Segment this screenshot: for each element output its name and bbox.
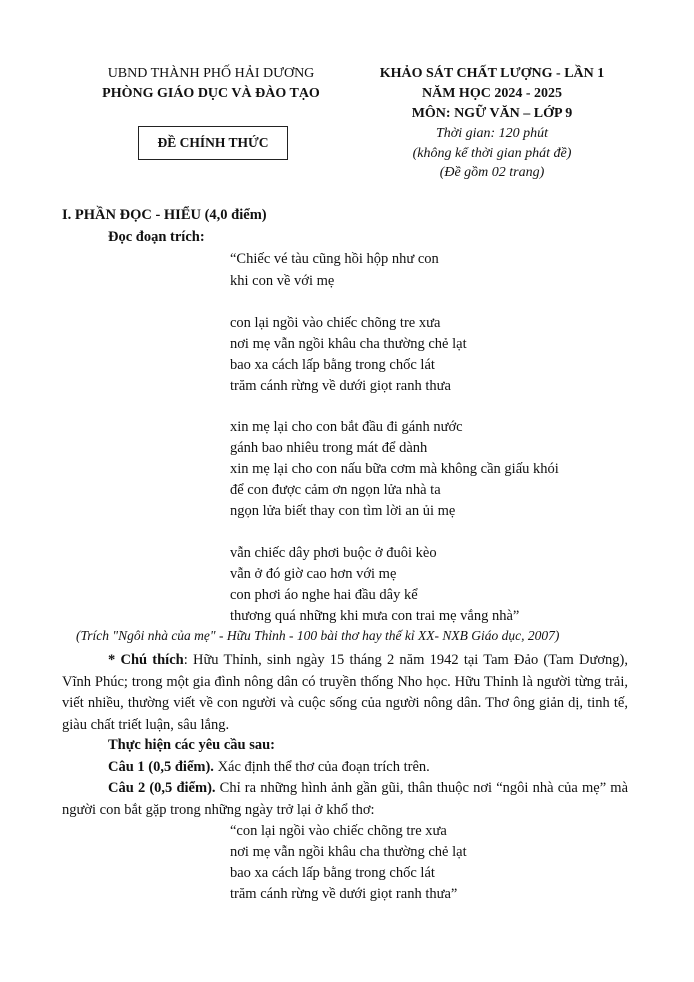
citation-prefix: (Trích "	[76, 628, 119, 643]
poem-line: xin mẹ lại cho con bắt đầu đi gánh nước	[230, 419, 463, 435]
read-label: Đọc đoạn trích:	[108, 229, 205, 245]
quote-line: trăm cánh rừng về dưới giọt ranh thưa”	[230, 886, 458, 902]
poem-line: thương quá những khi mưa con trai mẹ vắng nhà”	[230, 608, 520, 624]
school-year: NĂM HỌC 2024 - 2025	[422, 86, 562, 101]
poem-line: khi con về với mẹ	[230, 273, 335, 289]
tasks-label: Thực hiện các yêu cầu sau:	[108, 737, 275, 753]
note-text: : Hữu Thỉnh, sinh ngày 15 tháng 2 năm 1942 tại Tam Đảo (Tam Dương), Vĩnh Phúc; trong một gia đình nông dân có truyền thống Nho học. Hữu Thỉnh là người từng trải, viết nhiều, thường viết về con người và cuộc sống của người nông dân. Thơ ông giản dị, tinh tế, giàu chất triết luận, sâu lắng.	[62, 652, 628, 733]
quote-line: nơi mẹ vẫn ngồi khâu cha thường chẻ lạt	[230, 844, 467, 860]
pages-note: (Đề gồm 02 trang)	[439, 165, 545, 180]
poem-line: bao xa cách lấp bằng trong chốc lát	[230, 357, 435, 373]
question-2	[62, 778, 628, 821]
quote-line: “con lại ngồi vào chiếc chõng tre xưa	[230, 823, 447, 839]
citation	[76, 628, 559, 644]
poem-line: vẫn ở đó giờ cao hơn với mẹ	[230, 566, 397, 582]
official-exam-box	[138, 126, 288, 160]
quote-line: bao xa cách lấp bằng trong chốc lát	[230, 865, 435, 881]
department-name: PHÒNG GIÁO DỤC VÀ ĐÀO TẠO	[102, 86, 320, 101]
authority-name: UBND THÀNH PHỐ HẢI DƯƠNG	[107, 66, 315, 81]
note-label: * Chú thích	[108, 652, 184, 668]
exam-title: KHẢO SÁT CHẤT LƯỢNG - LẦN 1	[379, 66, 605, 81]
question-1	[62, 757, 628, 779]
poem-line: để con được cảm ơn ngọn lửa nhà ta	[230, 482, 441, 498]
poem-line: con phơi áo nghe hai đầu dây kể	[230, 587, 418, 603]
question-1-label: Câu 1 (0,5 điểm).	[108, 759, 214, 775]
poem-line: con lại ngồi vào chiếc chõng tre xưa	[230, 315, 441, 331]
official-label: ĐỀ CHÍNH THỨC	[157, 135, 269, 150]
author-note	[62, 650, 628, 736]
poem-line: “Chiếc vé tàu cũng hồi hộp như con	[230, 251, 439, 267]
poem-line: gánh bao nhiêu trong mát để dành	[230, 440, 428, 456]
poem-line: nơi mẹ vẫn ngồi khâu cha thường chẻ lạt	[230, 336, 467, 352]
poem-line: trăm cánh rừng về dưới giọt ranh thưa	[230, 378, 451, 394]
question-2-text: Chỉ ra những hình ảnh gần gũi, thân thuộc nơi “ngôi nhà của mẹ” mà người con bắt gặp trong những ngày trở lại ở khổ thơ:	[62, 780, 629, 818]
section-title: I. PHẦN ĐỌC - HIỂU (4,0 điểm)	[62, 207, 267, 223]
question-2-label: Câu 2 (0,5 điểm).	[108, 780, 216, 796]
subject: MÔN: NGỮ VĂN – LỚP 9	[411, 106, 573, 121]
question-1-text: Xác định thể thơ của đoạn trích trên.	[213, 759, 430, 775]
poem-line: vẫn chiếc dây phơi buộc ở đuôi kèo	[230, 545, 437, 561]
poem-line: xin mẹ lại cho con nấu bữa cơm mà không cần giấu khói	[230, 461, 559, 477]
exam-time: Thời gian: 120 phút	[435, 126, 549, 141]
exam-time-note: (không kể thời gian phát đề)	[412, 146, 572, 161]
citation-title: Ngôi nhà của mẹ" - Hữu Thỉnh - 100 bài thơ hay thế kỉ XX- NXB Giáo dục, 2007)	[118, 628, 560, 643]
poem-line: ngọn lửa biết thay con tìm lời an ủi mẹ	[230, 503, 456, 519]
